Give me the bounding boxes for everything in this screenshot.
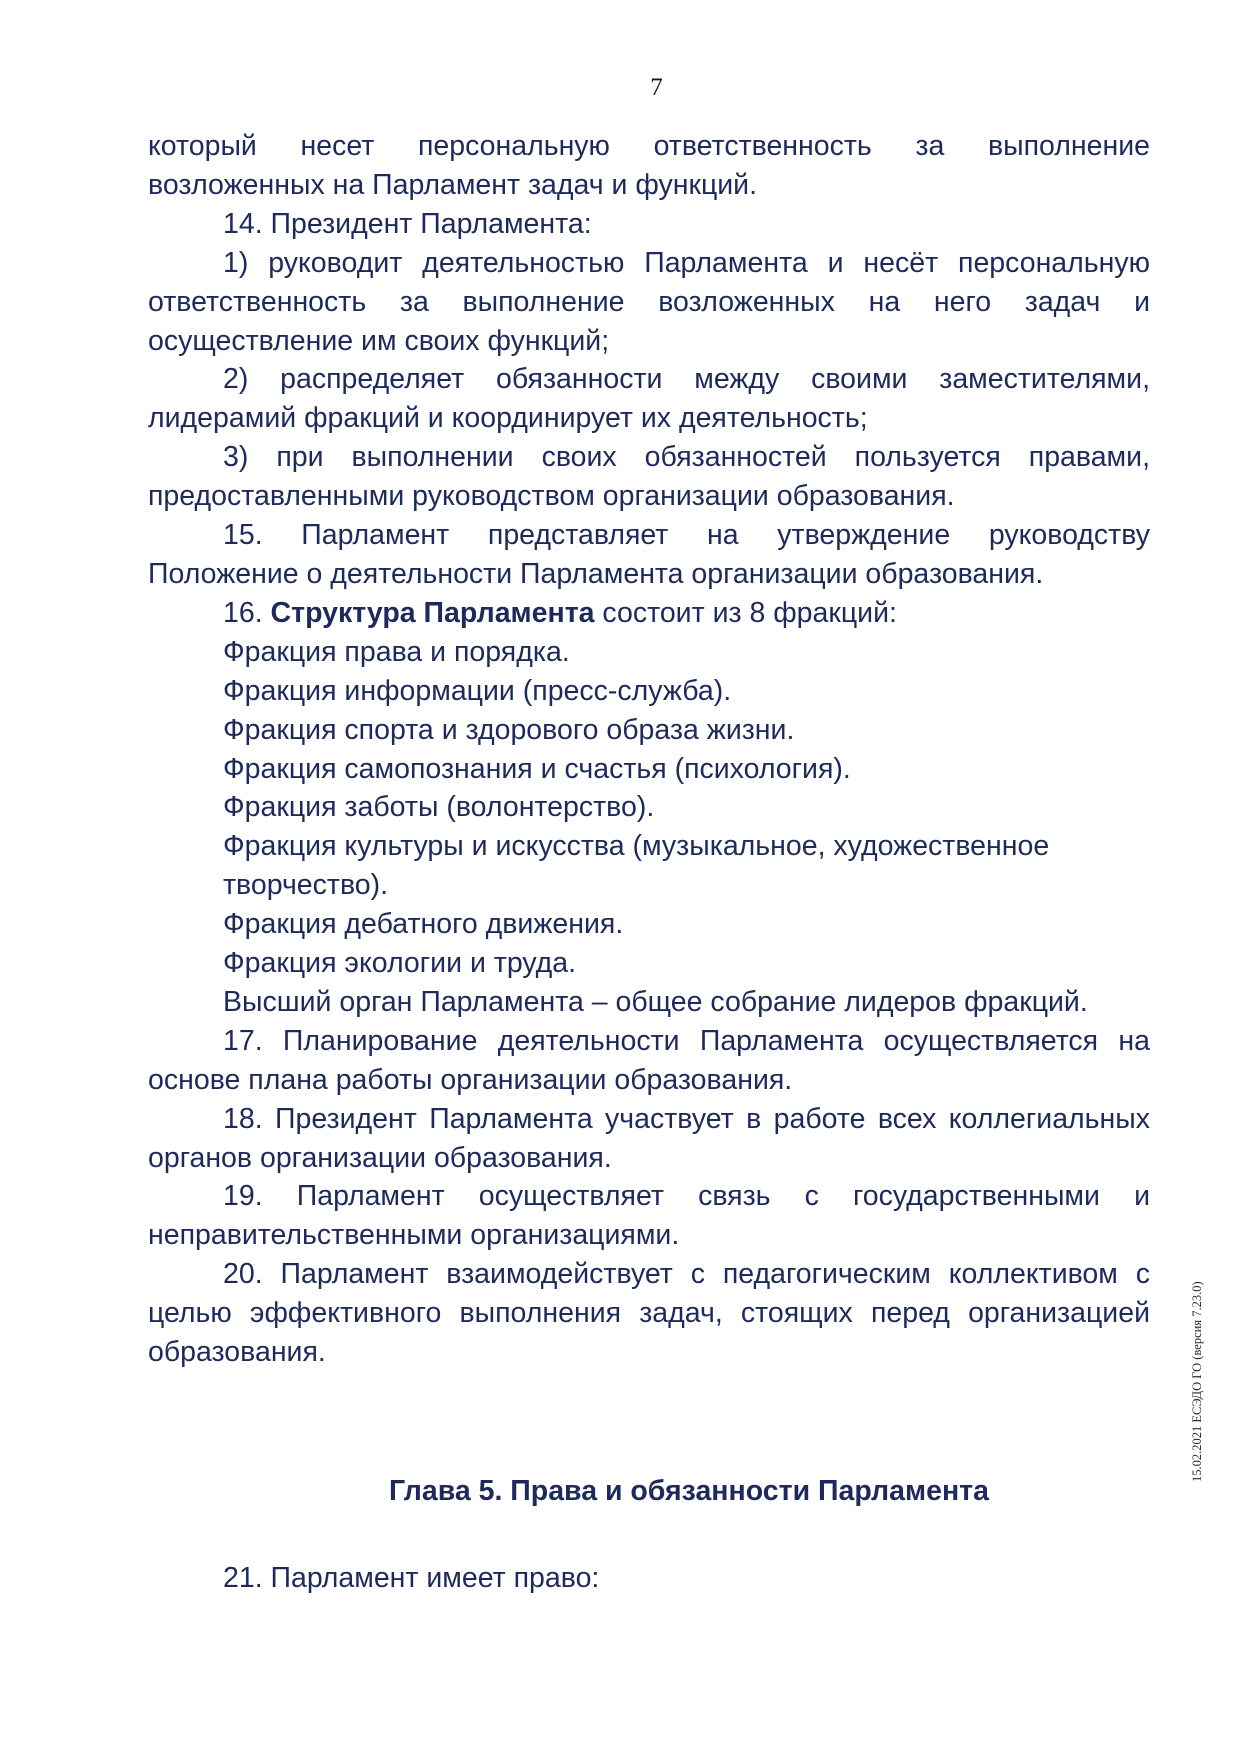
page-number: 7 (650, 74, 663, 101)
paragraph-14: 14. Президент Парламента: (223, 207, 592, 240)
highest-body-statement: Высший орган Парламента – общее собрание лидеров фракций. (223, 985, 1088, 1018)
paragraph-20: 20. Парламент взаимодействует с педагогическим коллективом с целью эффективного выполнения задач, стоящих перед организацией образования. (148, 1258, 1150, 1369)
parliament-structure-heading: Структура Парламента (270, 596, 595, 629)
faction-item: Фракция самопознания и счастья (психология). (223, 752, 851, 785)
faction-item: Фракция экологии и труда. (223, 947, 577, 980)
paragraph-16-number: 16. (223, 596, 271, 629)
chapter-title: Глава 5. Права и обязанности Парламента (389, 1475, 989, 1507)
faction-item: Фракция культуры и искусства (музыкальное, художественное творчество). (223, 830, 1050, 902)
faction-item: Фракция заботы (волонтерство). (223, 791, 655, 824)
paragraph-18: 18. Президент Парламента участвует в работе всех коллегиальных органов организации образования. (148, 1102, 1150, 1174)
paragraph-14-2: 2) распределяет обязанности между своими заместителями, лидерамий фракций и координирует их деятельность; (148, 363, 1150, 435)
paragraph-15: 15. Парламент представляет на утверждение руководству Положение о деятельности Парламента организации образования. (148, 519, 1150, 590)
paragraph-19: 19. Парламент осуществляет связь с государственными и неправительственными организациями. (148, 1180, 1150, 1252)
paragraph-21: 21. Парламент имеет право: (223, 1561, 600, 1594)
paragraph-16 (148, 594, 1150, 633)
edms-stamp-text: 15.02.2021 ЕСЭДО ГО (версия 7.23.0) (1190, 1281, 1204, 1482)
chapter-spacer (148, 1511, 1150, 1559)
paragraph-16-text: состоит из 8 фракций: (594, 596, 897, 629)
paragraph-17: 17. Планирование деятельности Парламента осуществляется на основе плана работы организации образования. (148, 1024, 1150, 1096)
faction-item: Фракция дебатного движения. (223, 908, 624, 941)
paragraph-continuation: который несет персональную ответственность за выполнение возложенных на Парламент задач и функций. (148, 130, 1150, 201)
paragraph-14-3: 3) при выполнении своих обязанностей пользуется правами, предоставленными руководством организации образования. (148, 441, 1150, 513)
document-body (148, 127, 1150, 1598)
paragraph-14-1: 1) руководит деятельностью Парламента и несёт персональную ответственность за выполнение возложенных на него задач и осуществление им своих функций; (148, 246, 1150, 357)
faction-item: Фракция права и порядка. (223, 635, 570, 668)
faction-item: Фракция спорта и здорового образа жизни. (223, 713, 795, 746)
faction-item: Фракция информации (пресс-служба). (223, 674, 732, 707)
section-spacer (148, 1372, 1150, 1472)
